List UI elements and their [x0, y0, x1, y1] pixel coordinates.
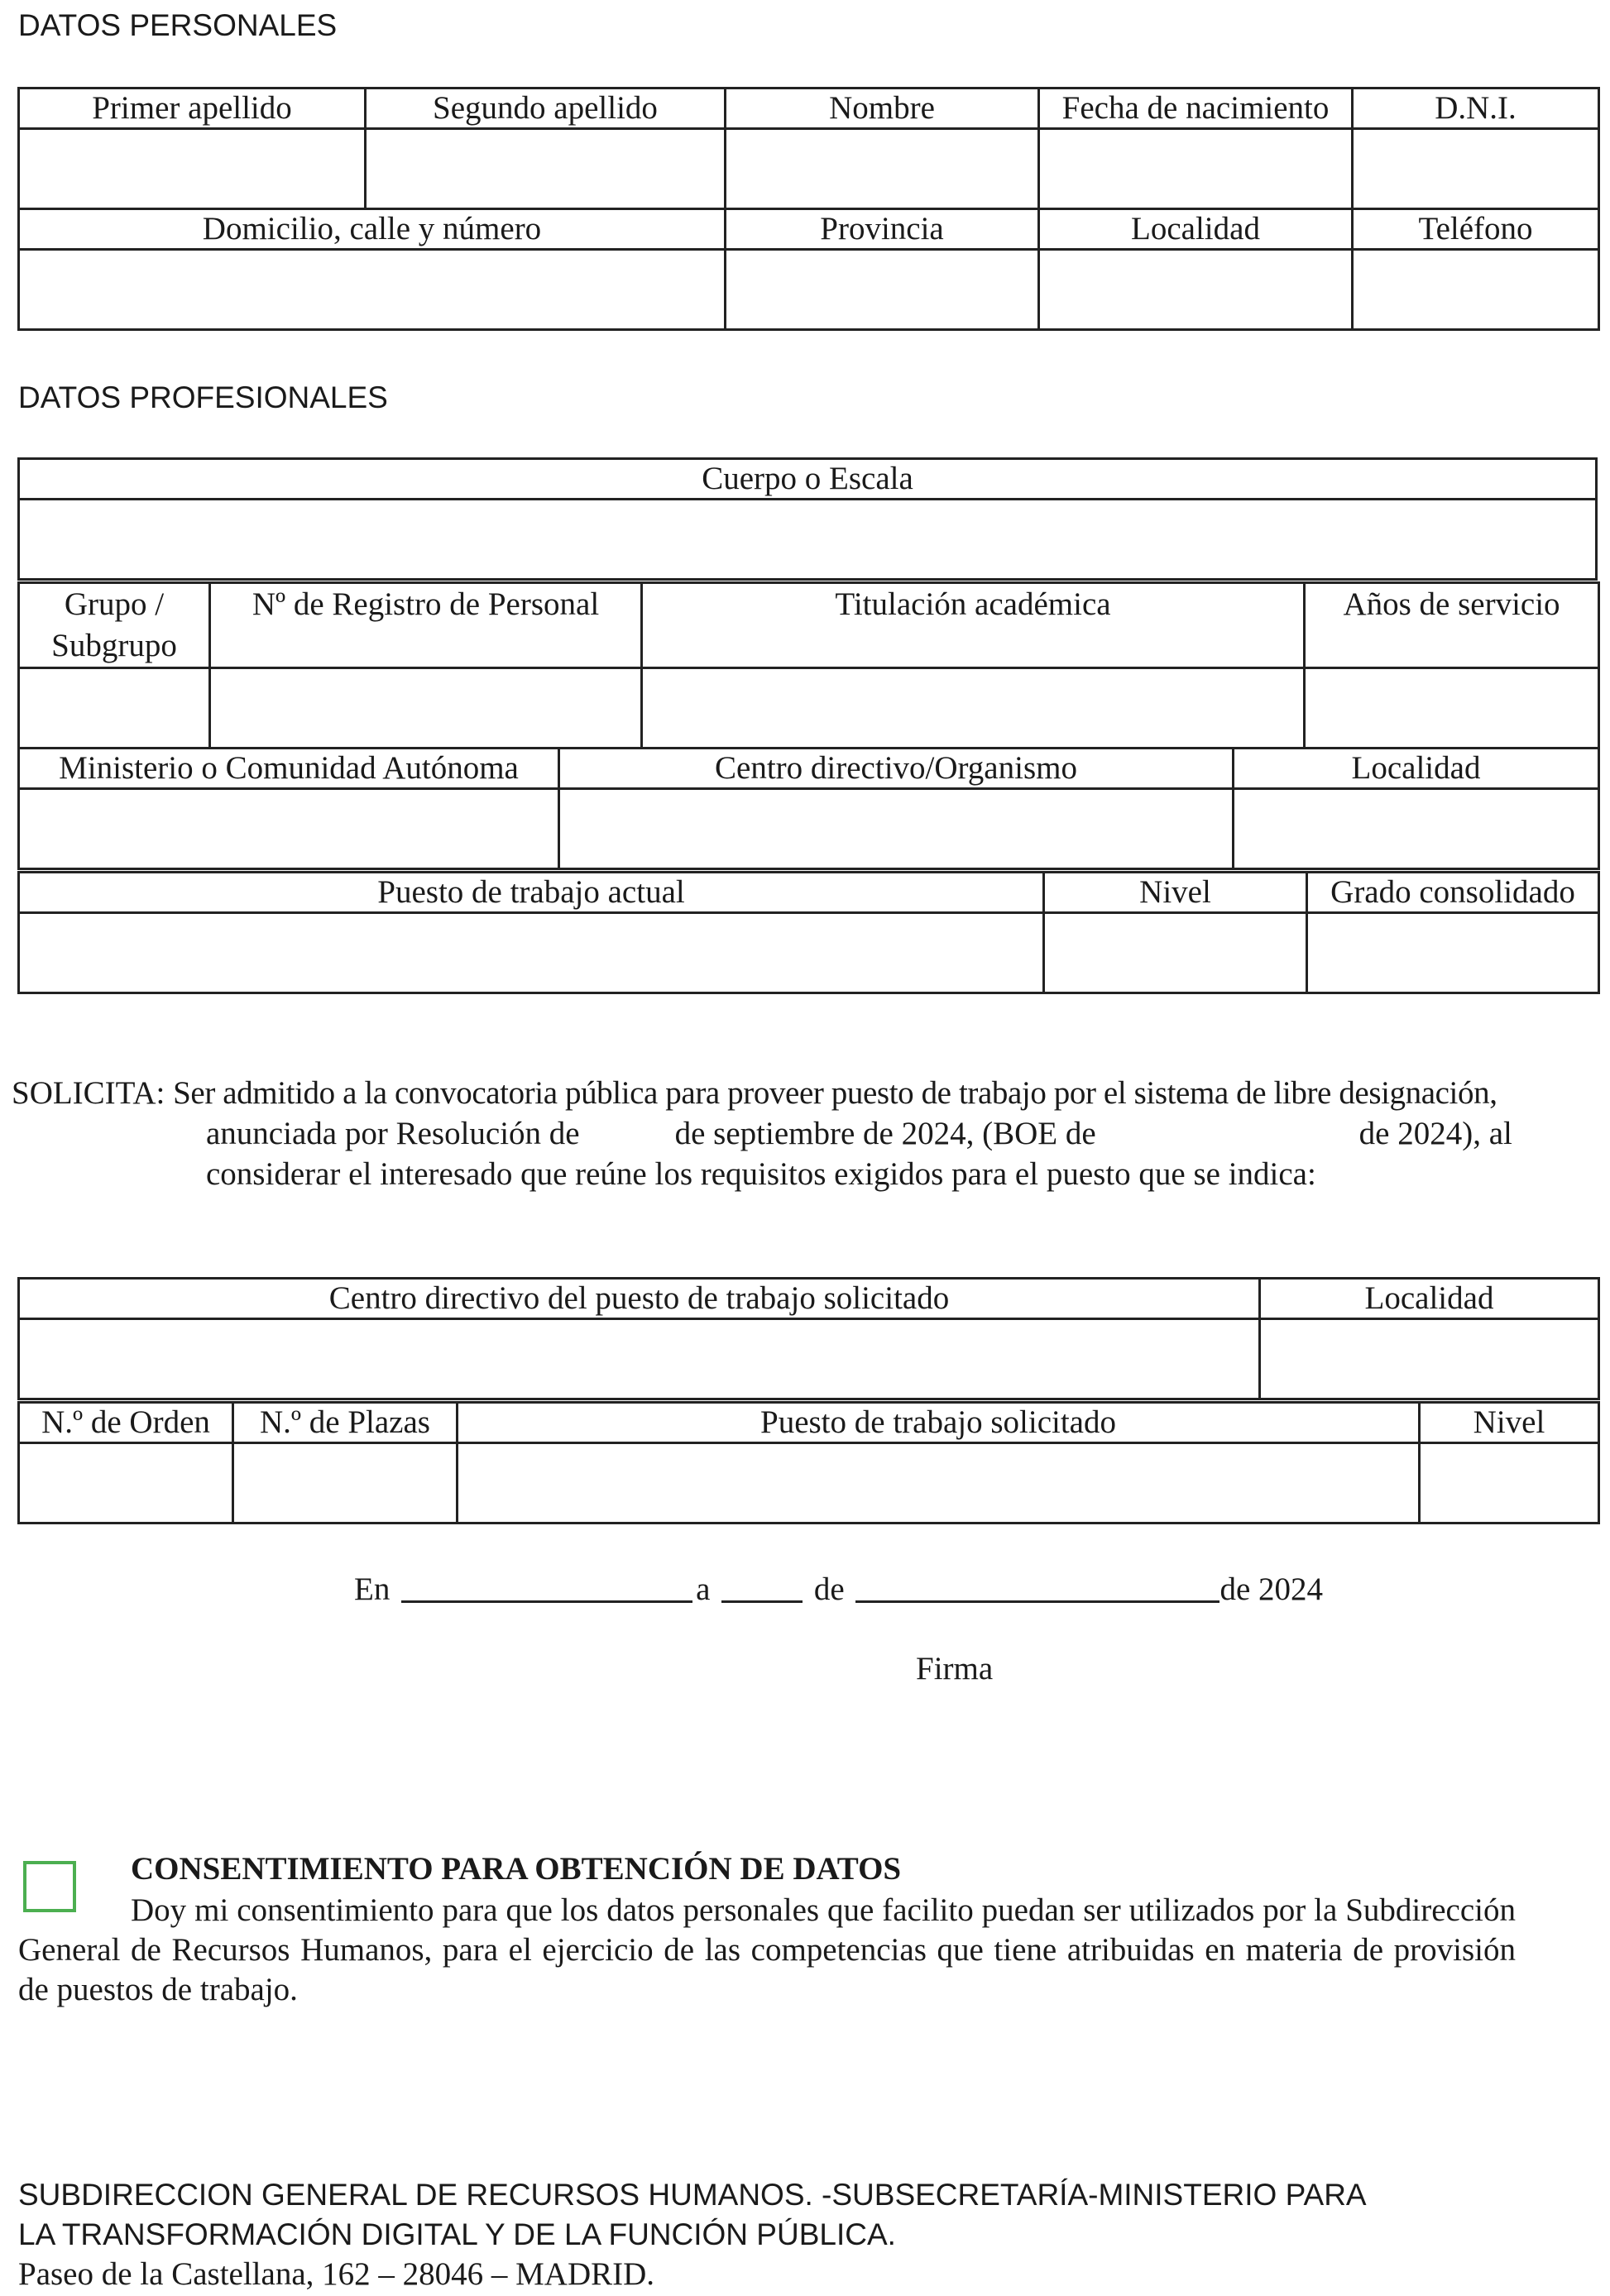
field-registro-personal[interactable] [210, 668, 642, 749]
consent-body: Doy mi consentimiento para que los datos personales que facilito puedan ser utilizados por la Subdirección General de Recursos Humanos, para el ejercicio de las competencias que tiene atribuidas en materia de provisión de puestos de trabajo. [18, 1892, 1516, 2007]
field-fecha-nacimiento[interactable] [1039, 129, 1353, 209]
footer-line2: LA TRANSFORMACIÓN DIGITAL Y DE LA FUNCIÓN PÚBLICA. [18, 2217, 896, 2251]
requested-table-puesto [17, 1401, 1600, 1524]
header-centro-solicitado: Centro directivo del puesto de trabajo solicitado [19, 1279, 1260, 1319]
field-numero-orden[interactable] [19, 1443, 233, 1523]
firma-label: Firma [916, 1651, 994, 1686]
field-nivel-solicitado[interactable] [1420, 1443, 1599, 1523]
date-line [354, 1570, 1323, 1610]
header-nivel-solicitado: Nivel [1420, 1403, 1599, 1443]
field-grupo-subgrupo[interactable] [19, 668, 210, 749]
professional-table-cuerpo [17, 457, 1598, 581]
professional-table-grupo [17, 581, 1600, 749]
day-blank[interactable] [721, 1571, 803, 1603]
solicita-label: SOLICITA: [12, 1075, 165, 1111]
header-puesto-actual: Puesto de trabajo actual [19, 873, 1044, 913]
solicita-line2c: de 2024), al [1358, 1115, 1512, 1151]
date-year-label: de 2024 [1219, 1571, 1324, 1607]
header-grupo-subgrupo: Grupo / Subgrupo [19, 583, 210, 668]
footer-line1: SUBDIRECCION GENERAL DE RECURSOS HUMANOS. -SUBSECRETARÍA-MINISTERIO PARA [18, 2178, 1367, 2212]
solicita-line1: Ser admitido a la convocatoria pública para proveer puesto de trabajo por el sistema de libre designación, [173, 1075, 1497, 1111]
field-localidad-solicitada[interactable] [1260, 1319, 1599, 1399]
date-en-label: En [354, 1571, 391, 1607]
header-ministerio: Ministerio o Comunidad Autónoma [19, 749, 559, 789]
header-segundo-apellido: Segundo apellido [366, 88, 726, 129]
header-telefono: Teléfono [1353, 209, 1599, 250]
field-nombre[interactable] [726, 129, 1039, 209]
header-puesto-solicitado: Puesto de trabajo solicitado [458, 1403, 1420, 1443]
field-puesto-solicitado[interactable] [458, 1443, 1420, 1523]
field-nivel-actual[interactable] [1044, 913, 1307, 993]
month-blank[interactable] [855, 1571, 1219, 1603]
header-cuerpo-escala: Cuerpo o Escala [19, 459, 1597, 500]
consent-title: CONSENTIMIENTO PARA OBTENCIÓN DE DATOS [131, 1851, 902, 1887]
header-primer-apellido: Primer apellido [19, 88, 366, 129]
date-a-label: a [696, 1571, 711, 1607]
header-localidad-solicitada: Localidad [1260, 1279, 1599, 1319]
field-localidad-prof[interactable] [1234, 789, 1599, 869]
solicita-paragraph [12, 1074, 1600, 1194]
header-localidad: Localidad [1039, 209, 1353, 250]
field-domicilio[interactable] [19, 250, 726, 330]
field-cuerpo-escala[interactable] [19, 500, 1597, 580]
header-dni: D.N.I. [1353, 88, 1599, 129]
header-nivel-actual: Nivel [1044, 873, 1307, 913]
field-provincia[interactable] [726, 250, 1039, 330]
field-numero-plazas[interactable] [233, 1443, 458, 1523]
field-puesto-actual[interactable] [19, 913, 1044, 993]
header-fecha-nacimiento: Fecha de nacimiento [1039, 88, 1353, 129]
personal-data-table [17, 87, 1600, 331]
field-segundo-apellido[interactable] [366, 129, 726, 209]
field-centro-directivo[interactable] [559, 789, 1234, 869]
header-anos-servicio: Años de servicio [1305, 583, 1599, 668]
place-blank[interactable] [401, 1571, 692, 1603]
professional-section-title: DATOS PROFESIONALES [18, 380, 388, 414]
header-registro-personal: Nº de Registro de Personal [210, 583, 642, 668]
field-titulacion[interactable] [642, 668, 1305, 749]
header-localidad-prof: Localidad [1234, 749, 1599, 789]
footer-address [18, 2175, 1590, 2294]
solicita-line2a: anunciada por Resolución de [206, 1115, 580, 1151]
date-de-label: de [813, 1571, 845, 1607]
field-centro-solicitado[interactable] [19, 1319, 1260, 1399]
field-localidad[interactable] [1039, 250, 1353, 330]
field-primer-apellido[interactable] [19, 129, 366, 209]
personal-section-title: DATOS PERSONALES [18, 8, 338, 42]
professional-table-puesto [17, 871, 1600, 994]
header-numero-plazas: N.º de Plazas [233, 1403, 458, 1443]
header-titulacion: Titulación académica [642, 583, 1305, 668]
field-anos-servicio[interactable] [1305, 668, 1599, 749]
header-numero-orden: N.º de Orden [19, 1403, 233, 1443]
header-centro-directivo: Centro directivo/Organismo [559, 749, 1234, 789]
footer-line3: Paseo de la Castellana, 162 – 28046 – MADRID. [18, 2256, 655, 2292]
header-provincia: Provincia [726, 209, 1039, 250]
professional-table-ministerio [17, 747, 1600, 870]
solicita-line3: considerar el interesado que reúne los requisitos exigidos para el puesto que se indica: [206, 1155, 1316, 1192]
solicita-line2b: de septiembre de 2024, (BOE de [674, 1115, 1096, 1151]
header-nombre: Nombre [726, 88, 1039, 129]
field-ministerio[interactable] [19, 789, 559, 869]
field-dni[interactable] [1353, 129, 1599, 209]
field-grado-consolidado[interactable] [1307, 913, 1599, 993]
requested-table-centro [17, 1277, 1600, 1400]
header-domicilio: Domicilio, calle y número [19, 209, 726, 250]
field-telefono[interactable] [1353, 250, 1599, 330]
header-grado-consolidado: Grado consolidado [1307, 873, 1599, 913]
